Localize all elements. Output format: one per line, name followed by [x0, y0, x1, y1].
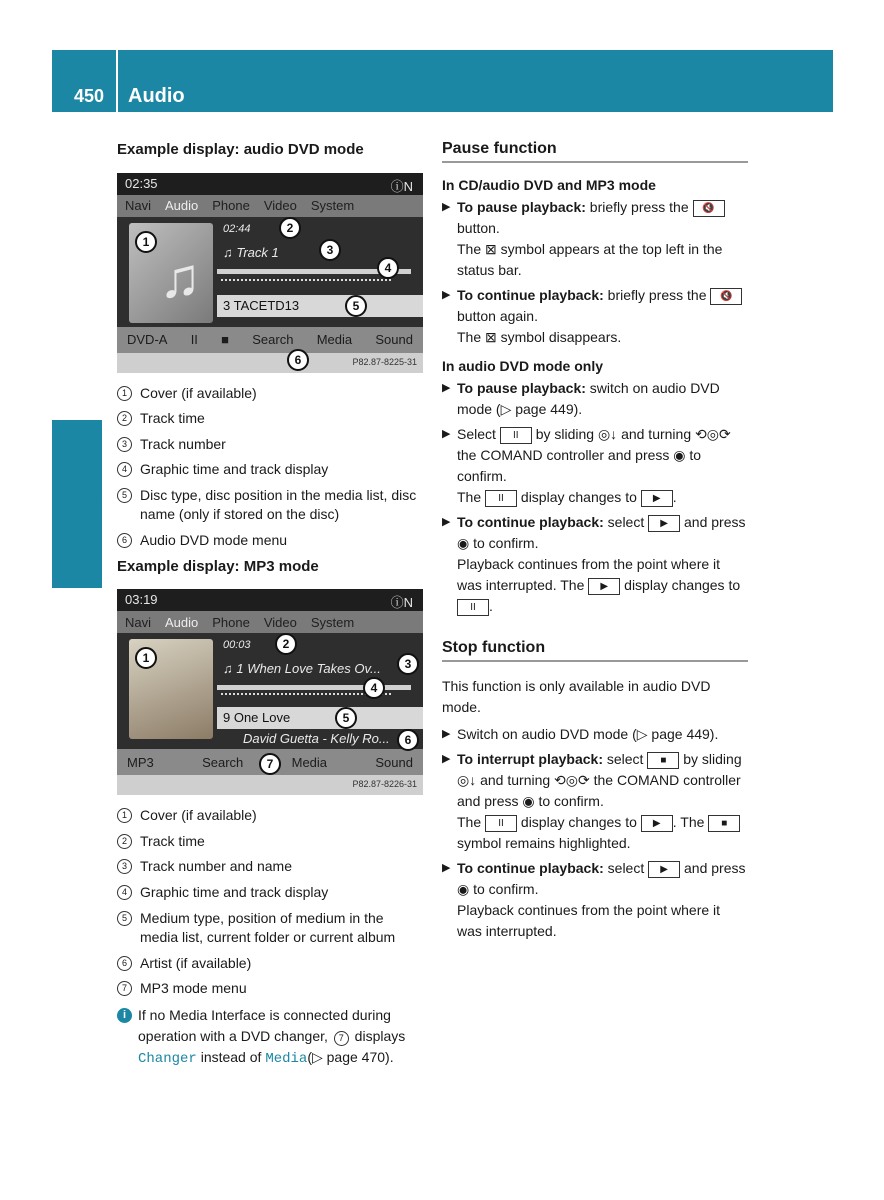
menu-system[interactable]: System [310, 614, 355, 630]
step: ▶ To pause playback: switch on audio DVD mode (▷ page 449). [442, 380, 720, 417]
medium-info: 9 One Love [217, 707, 423, 729]
legend-item: 3 Track number and name [117, 857, 425, 877]
stop-key-icon: ■ [647, 752, 679, 769]
menu-media[interactable]: Media [291, 754, 328, 770]
menu-navi[interactable]: Navi [125, 198, 152, 213]
pause-key-icon: II [457, 599, 489, 616]
callout-7: 7 [259, 753, 281, 775]
header-divider [116, 50, 118, 112]
info-text: If no Media Interface is connected during operation with a DVD changer, 7 displays Changer instead of Media(▷ page 470). [138, 1006, 406, 1067]
example-heading-mp3: Example display: MP3 mode [117, 557, 319, 575]
menu-video[interactable]: Video [263, 198, 297, 213]
menu-navi[interactable]: Navi [125, 614, 152, 630]
play-key-icon: ▶ [648, 861, 680, 878]
legend-item: 4 Graphic time and track display [117, 883, 425, 903]
dvd-screen-body [117, 217, 423, 327]
clock: 03:19 [125, 592, 158, 608]
track-time: 02:44 [223, 222, 251, 235]
menu-dvd-a[interactable]: DVD-A [127, 332, 168, 347]
pause-key-icon: II [485, 490, 517, 507]
page-header [52, 50, 833, 112]
callout-4: 4 [363, 677, 385, 699]
menu-video[interactable]: Video [263, 614, 297, 630]
callout-4: 4 [377, 257, 399, 279]
side-tab-label: COMAND [80, 451, 103, 553]
track-time: 00:03 [223, 639, 251, 652]
menu-mp3[interactable]: MP3 [127, 754, 154, 770]
stop-key-icon: ■ [708, 815, 740, 832]
legend-mp3 [117, 806, 425, 999]
callout-2: 2 [279, 217, 301, 239]
artist-name: David Guetta - Kelly Ro... [243, 731, 390, 747]
step: ▶ To continue playback: select ▶ and press ◉ to confirm. Playback continues from the point where it was interrupted. [442, 860, 746, 939]
menu-audio[interactable]: Audio [165, 614, 199, 630]
callout-5: 5 [335, 707, 357, 729]
pause-key-icon: II [500, 427, 532, 444]
play-key-icon: ▶ [641, 490, 673, 507]
section-title: Audio [128, 85, 185, 107]
legend-item: 5 Disc type, disc position in the media list, disc name (only if stored on the disc) [117, 486, 425, 525]
step: ▶ To continue playback: select ▶ and press ◉ to confirm. Playback continues from the point where it was interrupted. The ▶ display changes to II . [442, 514, 746, 614]
legend-item: 6 Audio DVD mode menu [117, 531, 425, 551]
legend-item: 2 Track time [117, 832, 425, 852]
legend-item: 4 Graphic time and track display [117, 460, 425, 480]
callout-5: 5 [345, 295, 367, 317]
dvd-screen [117, 173, 423, 373]
figure-ref: P82.87-8226-31 [117, 775, 423, 795]
info-icon: i [117, 1008, 132, 1023]
dvd-bottom-menu [117, 327, 423, 353]
menu-sound[interactable]: Sound [375, 754, 413, 770]
play-key-icon: ▶ [648, 515, 680, 532]
mp3-screen-body [117, 633, 423, 749]
callout-1: 1 [135, 231, 157, 253]
callout-6: 6 [287, 349, 309, 371]
step: ▶ To continue playback: briefly press the 🔇 button again. The ⊠ symbol disappears. [442, 285, 748, 348]
track-number: ♫ Track 1 [223, 244, 279, 260]
legend-item: 1 Cover (if available) [117, 384, 425, 404]
callout-3: 3 [319, 239, 341, 261]
pause-status-icon: ⊠ [485, 241, 497, 257]
mp3-screen [117, 589, 423, 795]
legend-item: 3 Track number [117, 435, 425, 455]
menu-search[interactable]: Search [252, 332, 294, 347]
step: ▶ To interrupt playback: select ■ by sliding ◎↓ and turning ⟲◎⟳ the COMAND controller and press ◉ to confirm. The II display changes to ▶ . The ■ symbol remains highlighted. [442, 751, 742, 851]
play-key-icon: ▶ [641, 815, 673, 832]
legend-item: 6 Artist (if available) [117, 954, 425, 974]
menu-phone[interactable]: Phone [212, 198, 250, 213]
status-bar [117, 589, 423, 611]
clock: 02:35 [125, 175, 158, 191]
play-key-icon: ▶ [588, 578, 620, 595]
callout-6: 6 [397, 729, 419, 751]
left-column [117, 140, 425, 1070]
pause-status-icon: ⊠ [485, 329, 497, 345]
menu-sound[interactable]: Sound [375, 332, 413, 347]
step: ▶ Switch on audio DVD mode (▷ page 449). [442, 726, 719, 742]
status-bar [117, 173, 423, 195]
main-menu [117, 195, 423, 217]
menu-system[interactable]: System [310, 198, 355, 213]
right-column [442, 140, 748, 946]
callout-2: 2 [275, 633, 297, 655]
music-note-icon: ♫ [159, 245, 201, 309]
example-heading-dvd: Example display: audio DVD mode [117, 141, 364, 158]
cd-mode-heading: In CD/audio DVD and MP3 mode [442, 177, 656, 193]
menu-media[interactable]: Media [316, 332, 353, 347]
mute-key-icon: 🔇 [693, 200, 725, 217]
legend-item: 2 Track time [117, 409, 425, 429]
step: ▶ Select II by sliding ◎↓ and turning ⟲◎⟳ the COMAND controller and press ◉ to confirm. The II display changes to ▶ . [442, 426, 731, 505]
stop-function-heading: Stop function [442, 639, 748, 662]
legend-item: 5 Medium type, position of medium in the media list, current folder or current album [117, 909, 425, 948]
figure-ref: P82.87-8225-31 [117, 353, 423, 373]
pause-key-icon: II [485, 815, 517, 832]
step: ▶ To pause playback: briefly press the 🔇 button. The ⊠ symbol appears at the top left in the status bar. [442, 197, 748, 281]
mute-key-icon: 🔇 [710, 288, 742, 305]
main-menu [117, 611, 423, 633]
legend-dvd [117, 384, 425, 551]
stop-intro: This function is only available in audio DVD mode. [442, 678, 711, 715]
status-icons: ⓘN [390, 178, 413, 194]
menu-phone[interactable]: Phone [212, 614, 250, 630]
status-icons: ⓘN [390, 595, 413, 611]
callout-3: 3 [397, 653, 419, 675]
callout-1: 1 [135, 647, 157, 669]
page-number: 450 [74, 86, 105, 106]
pause-function-heading: Pause function [442, 140, 748, 163]
dvd-mode-heading: In audio DVD mode only [442, 358, 604, 374]
legend-item: 7 MP3 mode menu [117, 979, 425, 999]
menu-search[interactable]: Search [202, 754, 244, 770]
stop-button[interactable]: ■ [221, 332, 230, 347]
pause-button[interactable]: II [190, 332, 198, 347]
info-note [117, 1005, 425, 1070]
track-ticks [221, 279, 391, 289]
disc-info: 3 TACETD13 [217, 295, 423, 317]
legend-item: 1 Cover (if available) [117, 806, 425, 826]
track-name: ♫ 1 When Love Takes Ov... [223, 661, 381, 677]
menu-audio[interactable]: Audio [165, 198, 199, 213]
